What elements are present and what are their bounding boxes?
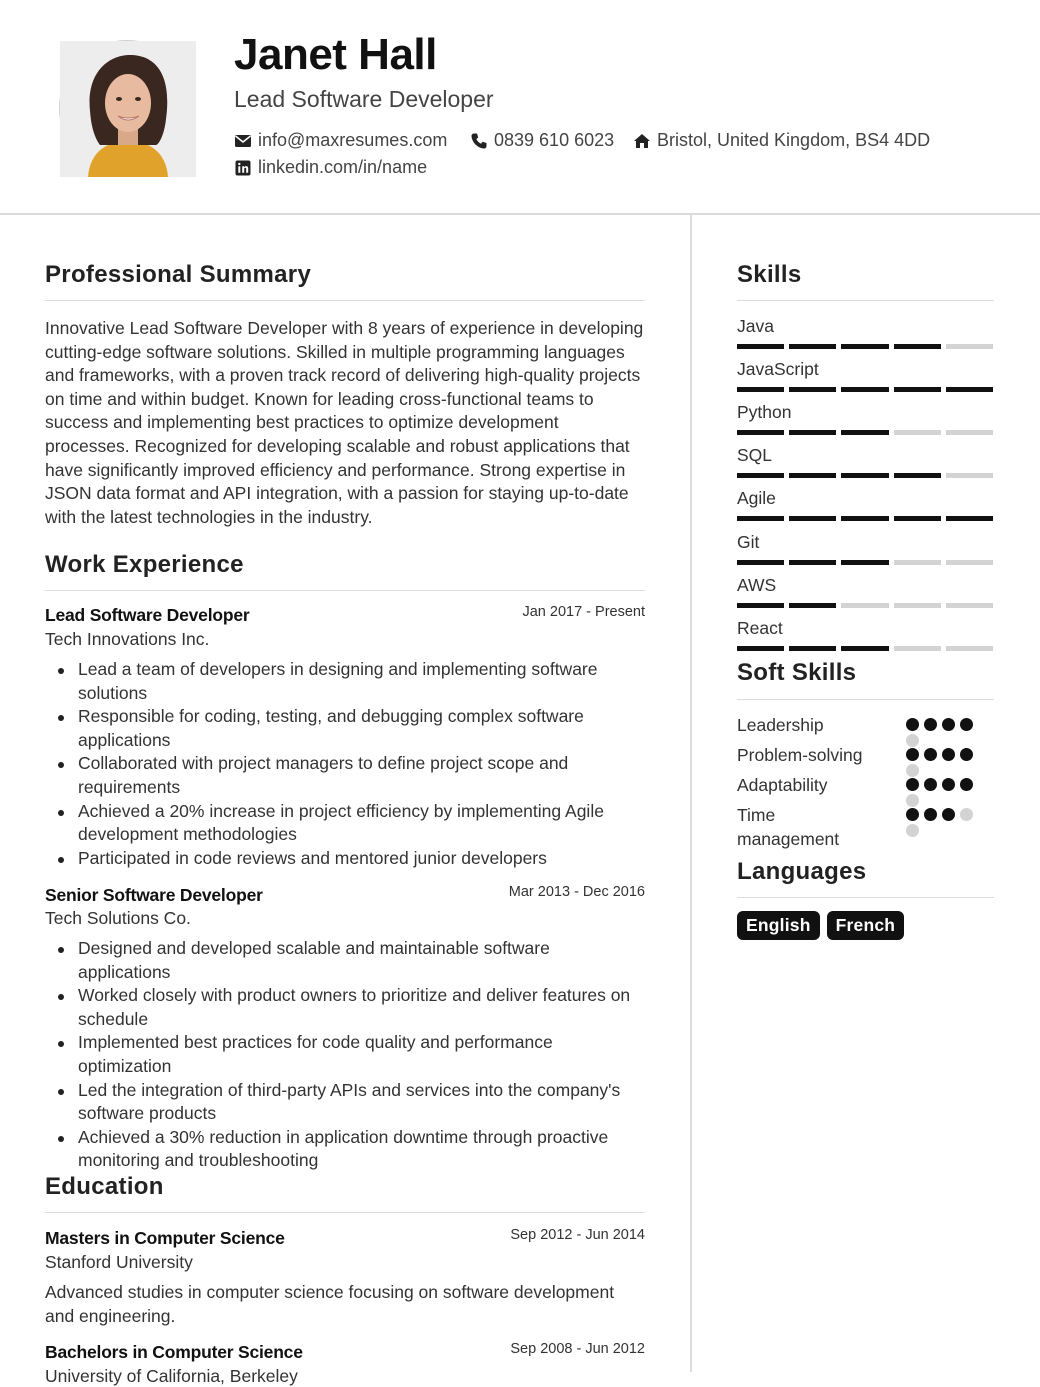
skill-level-bar [737,473,993,478]
skill-level-bar [737,344,993,349]
bullet-item: Achieved a 20% increase in project efficiency by implementing Agile development methodologies [45,800,645,847]
column-divider [690,215,692,1372]
soft-skill-name: Time management [737,805,840,849]
skill-level-bar [737,560,993,565]
bullet-dot [58,857,64,863]
soft-skill-name: Adaptability [737,775,828,795]
skill-level-segment [737,344,784,349]
rating-dot [924,808,937,821]
skill-level-segment [946,430,993,435]
skill-level-segment [737,516,784,521]
linkedin-icon [234,159,252,177]
language-chip: French [827,911,905,940]
skill-level-segment [789,344,836,349]
skill-name: SQL [737,445,773,466]
skill-level-bar [737,430,993,435]
address-text: Bristol, United Kingdom, BS4 4DD [657,130,931,150]
rating-dot [942,778,955,791]
bullet-dot [58,810,64,816]
skill-level-segment [946,560,993,565]
rating-dot [924,748,937,761]
skill-level-segment [737,560,784,565]
skill-level-segment [789,387,836,392]
bullet-dot [58,1089,64,1095]
skill-level-segment [894,516,941,521]
skill-level-segment [841,387,888,392]
summary-heading: Professional Summary [45,261,312,288]
skill-level-segment [737,646,784,651]
bullet-dot [58,1136,64,1142]
linkedin-text: linkedin.com/in/name [258,157,428,177]
soft-skill-rating [906,718,978,747]
language-chip: English [737,911,820,940]
skill-level-segment [789,646,836,651]
bullet-dot [58,762,64,768]
degree: Masters in Computer Science [45,1228,285,1248]
rating-dot [906,808,919,821]
rating-dot [942,808,955,821]
school: University of California, Berkeley [45,1366,298,1386]
job-dates: Jan 2017 - Present [522,604,645,620]
rating-dot [906,764,919,777]
soft-skill-rating [906,808,978,837]
bullet-item: Worked closely with product owners to prioritize and deliver features on schedule [45,984,645,1031]
resume-header [0,0,1040,215]
rating-dot [960,808,973,821]
skill-level-bar [737,603,993,608]
languages-list [737,911,904,940]
skill-level-segment [789,516,836,521]
job-company: Tech Innovations Inc. [45,629,210,649]
section-divider [737,300,994,301]
education-heading: Education [45,1173,164,1200]
skill-name: Java [737,316,774,336]
job-role: Senior Software Developer [45,885,263,905]
contact-address [633,130,930,151]
skill-level-segment [894,646,941,651]
section-divider [45,590,645,591]
summary-text: Innovative Lead Software Developer with 8 years of experience in developing cutting-edge software solutions. Skilled in multiple programming languages and frameworks, with a proven track record of delivering high-quality projects on time and within budget. Known for leading cross-functional teams to success and implementing best practices to optimize development processes. Recognized for developing scalable and robust applications that have significantly improved efficiency and performance. Strong expertise in JSON data format and API integration, with a passion for staying up-to-date with the latest technologies in the industry. [45,318,644,527]
job-bullets [45,937,645,1173]
skill-name: Python [737,402,792,423]
bullet-dot [58,668,64,674]
skill-level-segment [737,603,784,608]
work-heading: Work Experience [45,551,244,578]
bullet-dot [58,947,64,953]
bullet-dot [58,1041,64,1047]
skill-level-bar [737,646,993,651]
skill-level-segment [789,430,836,435]
phone-text: 0839 610 6023 [494,130,615,150]
job-role: Lead Software Developer [45,605,250,625]
skill-level-segment [841,473,888,478]
contact-email[interactable] [234,130,447,151]
skill-name: AWS [737,574,777,595]
skill-level-bar [737,516,993,521]
contact-phone[interactable] [470,130,614,151]
skill-level-segment [894,560,941,565]
education-dates: Sep 2008 - Jun 2012 [510,1341,645,1357]
skill-name: Git [737,531,760,552]
profile-photo [59,40,195,176]
rating-dot [924,778,937,791]
phone-icon [470,132,488,150]
skill-level-segment [946,603,993,608]
section-divider [737,897,994,898]
skill-level-segment [946,344,993,349]
skill-level-segment [737,387,784,392]
rating-dot [960,748,973,761]
section-divider [45,300,645,301]
skill-level-segment [737,473,784,478]
envelope-icon [234,132,252,150]
education-description: Advanced studies in computer science focusing on software development and engineering. [45,1282,615,1326]
skill-level-segment [841,516,888,521]
soft-skills-heading: Soft Skills [737,659,857,686]
skill-level-segment [841,603,888,608]
skill-level-segment [737,430,784,435]
bullet-item: Implemented best practices for code quality and performance optimization [45,1031,645,1078]
skill-level-segment [946,387,993,392]
school: Stanford University [45,1252,193,1272]
rating-dot [960,778,973,791]
soft-skill-name: Leadership [737,715,824,735]
skill-level-segment [841,344,888,349]
bullet-item: Achieved a 30% reduction in application downtime through proactive monitoring and troubleshooting [45,1126,645,1173]
skill-level-segment [841,560,888,565]
rating-dot [906,794,919,807]
email-text: info@maxresumes.com [258,130,448,150]
bullet-item: Responsible for coding, testing, and debugging complex software applications [45,705,645,752]
soft-skill-rating [906,778,978,807]
skill-level-segment [789,603,836,608]
skill-level-bar [737,387,993,392]
candidate-name: Janet Hall [234,30,437,79]
rating-dot [906,778,919,791]
home-icon [633,132,651,150]
skill-name: Agile [737,488,776,509]
bullet-dot [58,994,64,1000]
rating-dot [960,718,973,731]
section-divider [45,1212,645,1213]
rating-dot [906,718,919,731]
education-dates: Sep 2012 - Jun 2014 [510,1227,645,1243]
section-divider [737,699,994,700]
bullet-item: Designed and developed scalable and maintainable software applications [45,937,645,984]
rating-dot [906,748,919,761]
skill-name: React [737,617,783,638]
skill-level-segment [894,387,941,392]
skill-level-segment [894,473,941,478]
skill-level-segment [841,430,888,435]
skill-level-segment [789,473,836,478]
bullet-item: Participated in code reviews and mentored junior developers [45,847,645,871]
degree: Bachelors in Computer Science [45,1342,303,1362]
skill-level-segment [841,646,888,651]
soft-skill-rating [906,748,978,777]
skill-level-segment [946,473,993,478]
skill-level-segment [946,516,993,521]
bullet-item: Led the integration of third-party APIs and services into the company's software products [45,1079,645,1126]
skill-level-segment [946,646,993,651]
bullet-item: Collaborated with project managers to define project scope and requirements [45,752,645,799]
job-bullets [45,658,645,870]
soft-skill-name: Problem-solving [737,745,863,765]
rating-dot [906,824,919,837]
job-dates: Mar 2013 - Dec 2016 [508,884,645,900]
contact-linkedin[interactable] [234,157,427,178]
rating-dot [942,718,955,731]
skills-heading: Skills [737,261,802,288]
bullet-dot [58,715,64,721]
skill-level-segment [894,430,941,435]
skill-level-segment [894,344,941,349]
candidate-title: Lead Software Developer [234,86,494,112]
job-company: Tech Solutions Co. [45,908,191,928]
rating-dot [906,734,919,747]
languages-heading: Languages [737,858,867,885]
skill-name: JavaScript [737,359,819,380]
skill-level-segment [789,560,836,565]
rating-dot [942,748,955,761]
skill-level-segment [894,603,941,608]
rating-dot [924,718,937,731]
bullet-item: Lead a team of developers in designing and implementing software solutions [45,658,645,705]
